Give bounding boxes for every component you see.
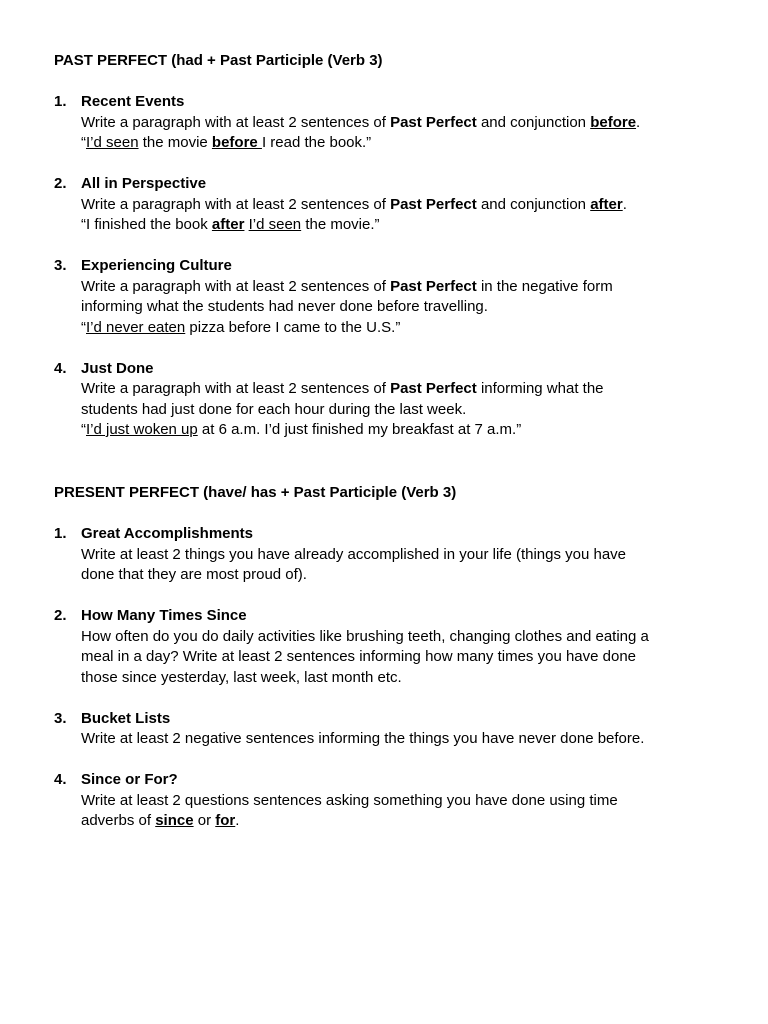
item-instruction — [81, 277, 734, 298]
instruction-text: . — [235, 812, 240, 829]
list-item-just-done — [54, 359, 734, 441]
example-conjunction: after — [211, 216, 245, 233]
present-perfect-section — [54, 483, 734, 832]
item-title: Bucket Lists — [81, 709, 171, 727]
item-instruction-continued — [81, 811, 734, 832]
emphasis-past-perfect: Past Perfect — [390, 380, 477, 397]
example-text: “ — [81, 421, 86, 438]
example-text: “ — [81, 318, 86, 336]
instruction-text: . — [622, 195, 627, 213]
item-title: Since or For? — [81, 771, 178, 788]
item-instruction — [81, 379, 734, 400]
emphasis-past-perfect: Past Perfect — [390, 195, 477, 213]
item-instruction — [81, 195, 734, 216]
example-text: the movie — [138, 134, 212, 151]
instruction-text: Write a paragraph with at least 2 sentences of — [81, 195, 391, 213]
item-example — [81, 420, 734, 441]
item-instruction: Write at least 2 negative sentences informing the things you have never done before. — [81, 730, 645, 747]
past-perfect-list — [54, 92, 734, 441]
emphasis-conjunction: before — [590, 113, 637, 131]
past-perfect-section — [54, 51, 734, 441]
example-text: “I finished the book — [81, 216, 212, 233]
instruction-text: and conjunction — [476, 113, 591, 131]
item-number: 2. — [54, 175, 67, 192]
list-item-experiencing-culture — [54, 256, 734, 338]
example-verb-underlined: I’d seen — [248, 216, 302, 233]
item-example — [81, 318, 734, 339]
item-instruction-continued: done that they are most proud of). — [81, 566, 307, 583]
list-item-recent-events — [54, 92, 734, 154]
section-title: PAST PERFECT (had + Past Participle (Verb 3) — [54, 52, 383, 69]
item-number: 2. — [54, 607, 67, 624]
item-title: All in Perspective — [81, 175, 207, 192]
emphasis-for: for — [215, 812, 236, 829]
item-number: 4. — [54, 359, 67, 377]
example-text: “ — [81, 134, 86, 151]
emphasis-conjunction: after — [590, 195, 623, 213]
present-perfect-list — [54, 524, 734, 832]
instruction-text: in the negative form — [476, 277, 613, 295]
example-conjunction: before — [211, 134, 262, 151]
item-instruction-continued: students had just done for each hour during the last week. — [81, 400, 467, 418]
item-instruction: How often do you do daily activities like brushing teeth, changing clothes and eating a — [81, 627, 649, 645]
item-instruction: Write at least 2 questions sentences asking something you have done using time — [81, 791, 618, 809]
instruction-text: and conjunction — [476, 195, 591, 213]
list-item-all-in-perspective — [54, 174, 734, 236]
item-instruction-continued: informing what the students had never done before travelling. — [81, 298, 488, 315]
list-item-how-many-times-since — [54, 606, 734, 688]
example-verb-underlined: I’d never eaten — [86, 318, 186, 336]
instruction-text: adverbs of — [81, 812, 156, 829]
item-number: 3. — [54, 257, 67, 274]
example-text: at 6 a.m. I’d just finished my breakfast at 7 a.m.” — [197, 421, 522, 438]
example-text: pizza before I came to the U.S.” — [185, 318, 401, 336]
example-verb-underlined: I’d seen — [86, 134, 139, 151]
instruction-text: Write a paragraph with at least 2 sentences of — [81, 277, 391, 295]
item-example — [81, 215, 734, 236]
item-number: 1. — [54, 525, 67, 542]
example-verb-underlined: I’d just woken up — [86, 421, 198, 438]
example-text: I read the book.” — [261, 134, 372, 151]
item-number: 4. — [54, 771, 67, 788]
item-instruction-continued: meal in a day? Write at least 2 sentences informing how many times you have done — [81, 648, 637, 665]
emphasis-since: since — [155, 812, 194, 829]
item-number: 3. — [54, 709, 67, 727]
list-item-bucket-lists — [54, 709, 734, 750]
emphasis-past-perfect: Past Perfect — [390, 277, 477, 295]
list-item-since-or-for — [54, 770, 734, 832]
instruction-text: informing what the — [476, 380, 604, 397]
item-title: How Many Times Since — [81, 607, 247, 624]
list-item-great-accomplishments — [54, 524, 734, 586]
item-title: Just Done — [81, 359, 154, 377]
item-example — [81, 133, 734, 154]
instruction-text: or — [193, 812, 216, 829]
item-instruction — [81, 113, 734, 134]
item-instruction: Write at least 2 things you have already accomplished in your life (things you have — [81, 545, 627, 563]
instruction-text: Write a paragraph with at least 2 sentences of — [81, 113, 391, 131]
item-title: Recent Events — [81, 93, 185, 110]
emphasis-past-perfect: Past Perfect — [390, 113, 477, 131]
item-title: Great Accomplishments — [81, 525, 253, 542]
instruction-text: . — [636, 113, 641, 131]
example-text: the movie.” — [301, 216, 380, 233]
section-title: PRESENT PERFECT (have/ has + Past Participle (Verb 3) — [54, 484, 457, 501]
instruction-text: Write a paragraph with at least 2 sentences of — [81, 380, 391, 397]
item-instruction-continued: those since yesterday, last week, last month etc. — [81, 668, 402, 686]
item-title: Experiencing Culture — [81, 257, 232, 274]
item-number: 1. — [54, 93, 67, 110]
